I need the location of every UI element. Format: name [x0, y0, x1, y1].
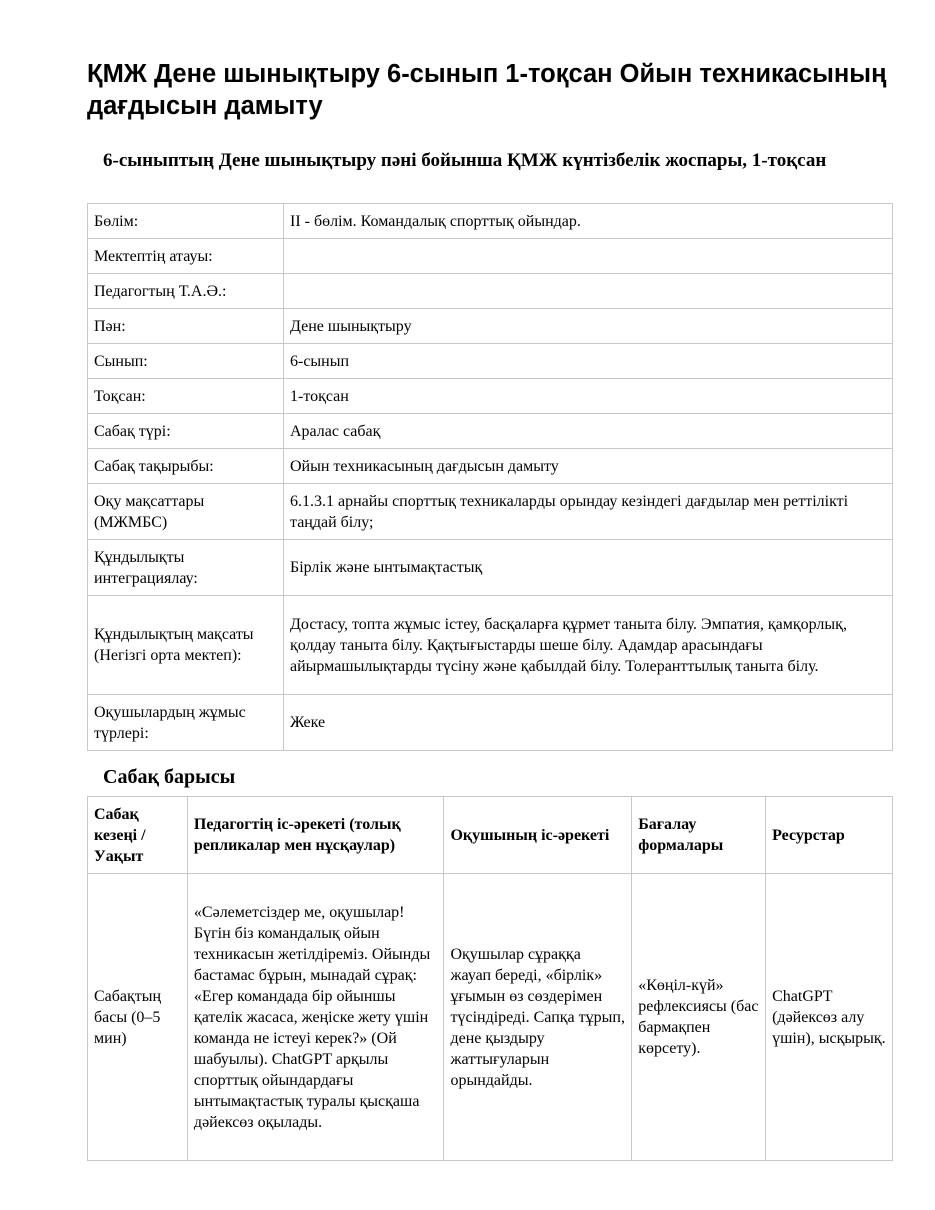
lesson-heading: Сабақ барысы — [103, 766, 236, 788]
info-value: Бірлік және ынтымақтастық — [284, 540, 893, 596]
lesson-table — [87, 796, 893, 1161]
info-value — [284, 274, 893, 309]
info-label: Тоқсан: — [88, 379, 284, 414]
info-label: Педагогтың Т.А.Ә.: — [88, 274, 284, 309]
column-header-resources: Ресурстар — [766, 797, 893, 874]
info-label: Сабақ түрі: — [88, 414, 284, 449]
info-value: Достасу, топта жұмыс істеу, басқаларға құрмет таныта білу. Эмпатия, қамқорлық, қолдау таныта білу. Қақтығыстарды шеше білу. Адамдар арасындағы айырмашылықтарды түсіну және қабылдай білу. Толеранттылық таныта білу. — [284, 596, 893, 695]
table-row — [88, 449, 893, 484]
info-value: Дене шынықтыру — [284, 309, 893, 344]
lesson-cell-student-activity: Оқушылар сұраққа жауап береді, «бірлік» ұғымын өз сөздерімен түсіндіреді. Сапқа тұрып, дене қыздыру жаттығуларын орындайды. — [444, 874, 632, 1161]
info-label: Құндылықтың мақсаты (Негізгі орта мектеп): — [88, 596, 284, 695]
column-header-stage: Сабақ кезеңі / Уақыт — [88, 797, 188, 874]
table-row — [88, 379, 893, 414]
document-title: ҚМЖ Дене шынықтыру 6-сынып 1-тоқсан Ойын техникасының дағдысын дамыту — [87, 60, 887, 120]
table-row — [88, 274, 893, 309]
plan-heading: 6-сыныптың Дене шынықтыру пәні бойынша ҚМЖ күнтізбелік жоспары, 1-тоқсан — [103, 150, 827, 171]
table-header-row — [88, 797, 893, 874]
column-header-teacher-activity: Педагогтің іс-әрекеті (толық репликалар мен нұсқаулар) — [187, 797, 444, 874]
info-value: 1-тоқсан — [284, 379, 893, 414]
info-label: Оқушылардың жұмыс түрлері: — [88, 695, 284, 751]
column-header-student-activity: Оқушының іс-әрекеті — [444, 797, 632, 874]
info-value: II - бөлім. Командалық спорттық ойындар. — [284, 204, 893, 239]
info-value: Жеке — [284, 695, 893, 751]
lesson-cell-teacher-activity: «Сәлеметсіздер ме, оқушылар! Бүгін біз командалық ойын техникасын жетілдіреміз. Ойынды бастамас бұрын, мынадай сұрақ: «Егер командада бір ойыншы қателік жасаса, жеңіске жету үшін команда не істеуі керек?» (Ой шабуылы). ChatGPT арқылы спорттық ойындардағы ынтымақтастық туралы қысқаша дәйексөз оқылады. — [187, 874, 444, 1161]
table-row — [88, 484, 893, 540]
table-row — [88, 695, 893, 751]
info-label: Сынып: — [88, 344, 284, 379]
table-row — [88, 874, 893, 1161]
info-value: 6-сынып — [284, 344, 893, 379]
table-row — [88, 239, 893, 274]
table-row — [88, 540, 893, 596]
info-label: Мектептің атауы: — [88, 239, 284, 274]
info-label: Пән: — [88, 309, 284, 344]
table-row — [88, 344, 893, 379]
lesson-cell-assessment: «Көңіл-күй» рефлексиясы (бас бармақпен көрсету). — [632, 874, 766, 1161]
info-table — [87, 203, 893, 751]
info-value — [284, 239, 893, 274]
info-label: Бөлім: — [88, 204, 284, 239]
info-label: Құндылықты интеграциялау: — [88, 540, 284, 596]
info-value: Аралас сабақ — [284, 414, 893, 449]
table-row — [88, 309, 893, 344]
info-value: 6.1.3.1 арнайы спорттық техникаларды орындау кезіндегі дағдылар мен реттілікті таңдай білу; — [284, 484, 893, 540]
table-row — [88, 596, 893, 695]
info-label: Сабақ тақырыбы: — [88, 449, 284, 484]
info-label: Оқу мақсаттары (МЖМБС) — [88, 484, 284, 540]
table-row — [88, 414, 893, 449]
column-header-assessment: Бағалау формалары — [632, 797, 766, 874]
lesson-cell-resources: ChatGPT (дәйексөз алу үшін), ысқырық. — [766, 874, 893, 1161]
info-value: Ойын техникасының дағдысын дамыту — [284, 449, 893, 484]
table-row — [88, 204, 893, 239]
lesson-cell-stage: Сабақтың басы (0–5 мин) — [88, 874, 188, 1161]
